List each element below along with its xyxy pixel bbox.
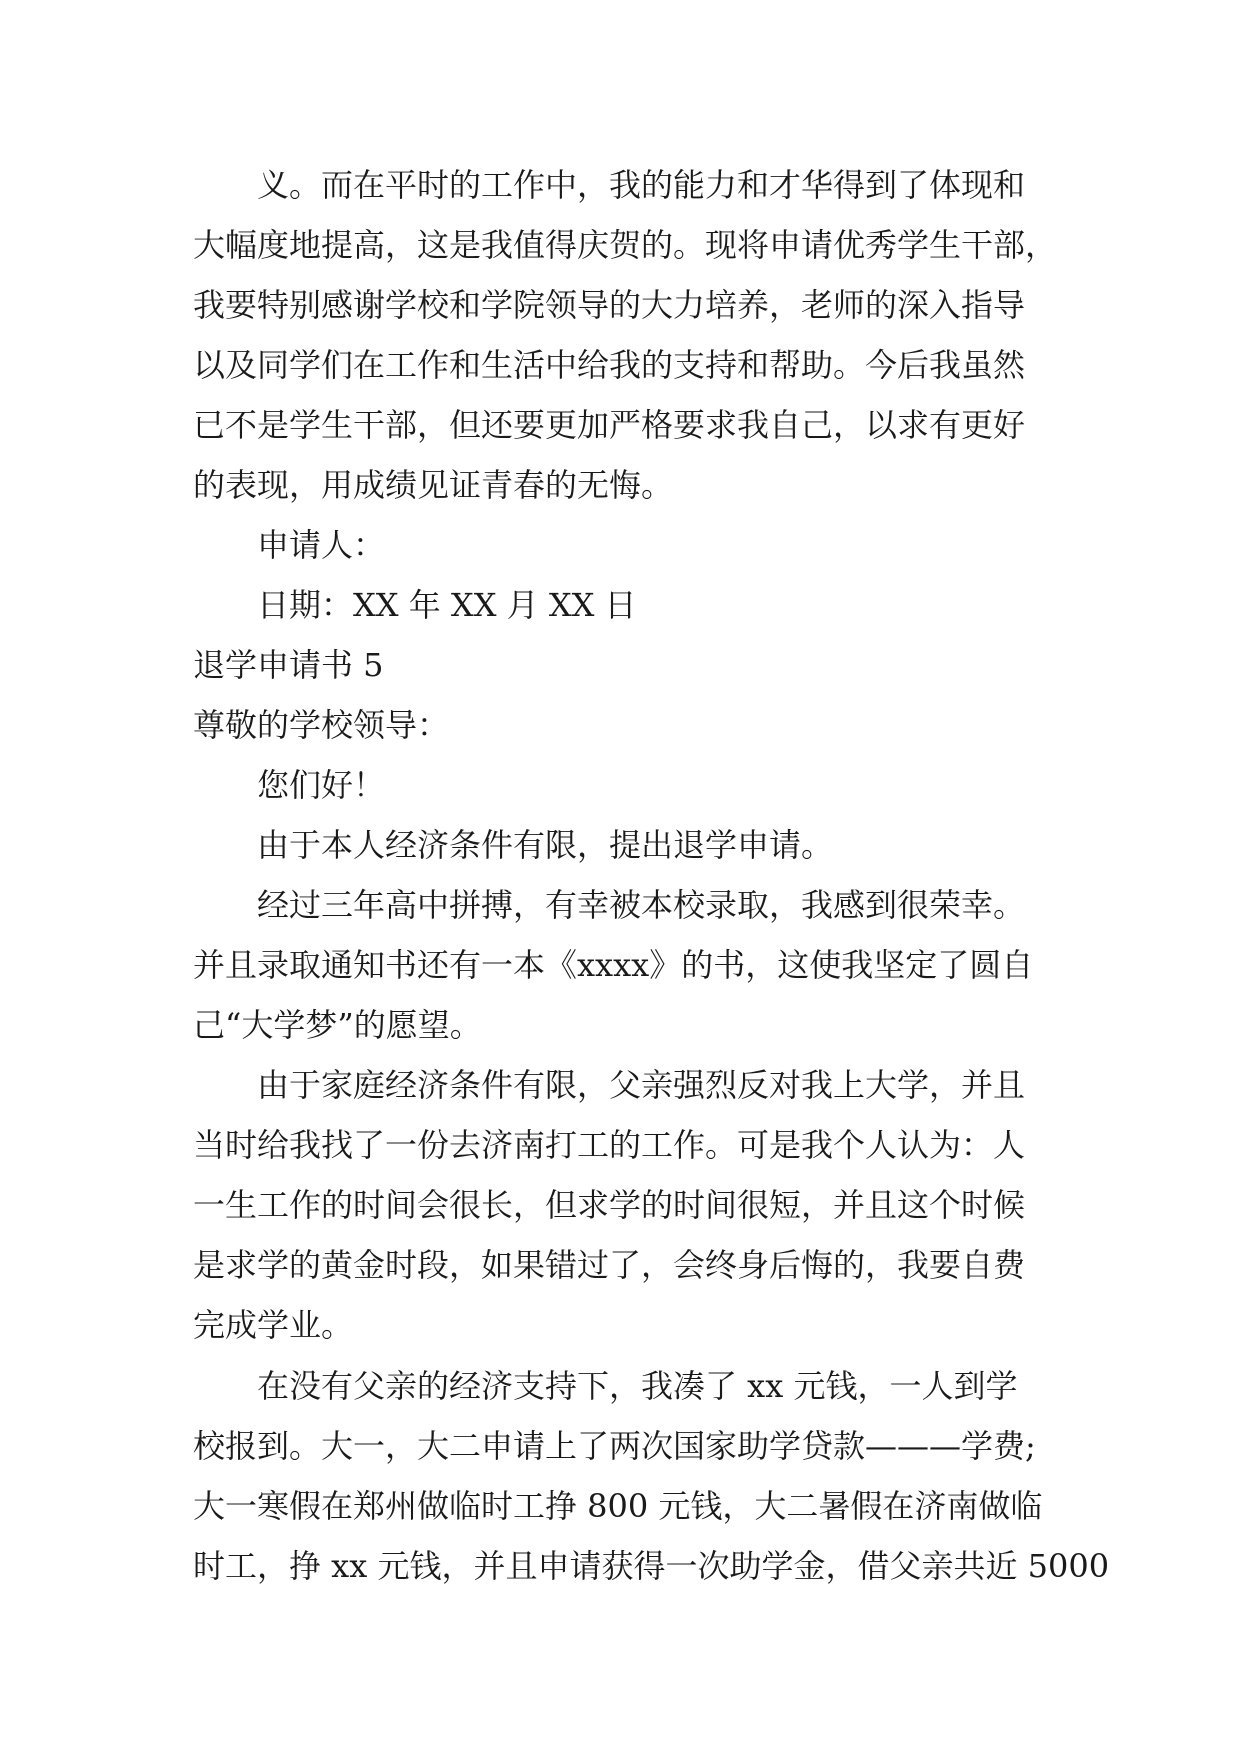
- paragraph-line: 大一寒假在郑州做临时工挣 800 元钱，大二暑假在济南做临: [193, 1487, 1043, 1525]
- greeting: 您们好！: [257, 766, 386, 804]
- paragraph-line: 以及同学们在工作和生活中给我的支持和帮助。今后我虽然: [193, 346, 1026, 384]
- paragraph-line: 校报到。大一，大二申请上了两次国家助学贷款———学费;: [193, 1427, 1036, 1465]
- paragraph-line: 在没有父亲的经济支持下，我凑了 xx 元钱，一人到学: [257, 1367, 1018, 1405]
- paragraph-line: 大幅度地提高，这是我值得庆贺的。现将申请优秀学生干部，: [193, 226, 1058, 264]
- paragraph-line: 的表现，用成绩见证青春的无悔。: [193, 466, 674, 504]
- section-title: 退学申请书 5: [193, 646, 384, 684]
- paragraph-line: 时工，挣 xx 元钱，并且申请获得一次助学金，借父亲共近 5000: [193, 1547, 1110, 1585]
- applicant-label: 申请人：: [257, 526, 386, 564]
- paragraph-line: 完成学业。: [193, 1306, 354, 1344]
- paragraph-line: 由于本人经济条件有限，提出退学申请。: [257, 826, 834, 864]
- salutation: 尊敬的学校领导：: [193, 706, 450, 744]
- paragraph-line: 是求学的黄金时段，如果错过了，会终身后悔的，我要自费: [193, 1246, 1026, 1284]
- paragraph-line: 已不是学生干部，但还要更加严格要求我自己，以求有更好: [193, 406, 1026, 444]
- paragraph-line: 并且录取通知书还有一本《xxxx》的书，这使我坚定了圆自: [193, 946, 1034, 984]
- paragraph-line: 经过三年高中拼搏，有幸被本校录取，我感到很荣幸。: [257, 886, 1026, 924]
- paragraph-line: 当时给我找了一份去济南打工的工作。可是我个人认为：人: [193, 1126, 1026, 1164]
- paragraph-line: 义。而在平时的工作中，我的能力和才华得到了体现和: [257, 166, 1026, 204]
- paragraph-line: 由于家庭经济条件有限，父亲强烈反对我上大学，并且: [257, 1066, 1026, 1104]
- paragraph-line: 己“大学梦”的愿望。: [193, 1006, 482, 1044]
- date-line: 日期：XX 年 XX 月 XX 日: [257, 586, 637, 624]
- paragraph-line: 一生工作的时间会很长，但求学的时间很短，并且这个时候: [193, 1186, 1026, 1224]
- paragraph-line: 我要特别感谢学校和学院领导的大力培养，老师的深入指导: [193, 286, 1026, 324]
